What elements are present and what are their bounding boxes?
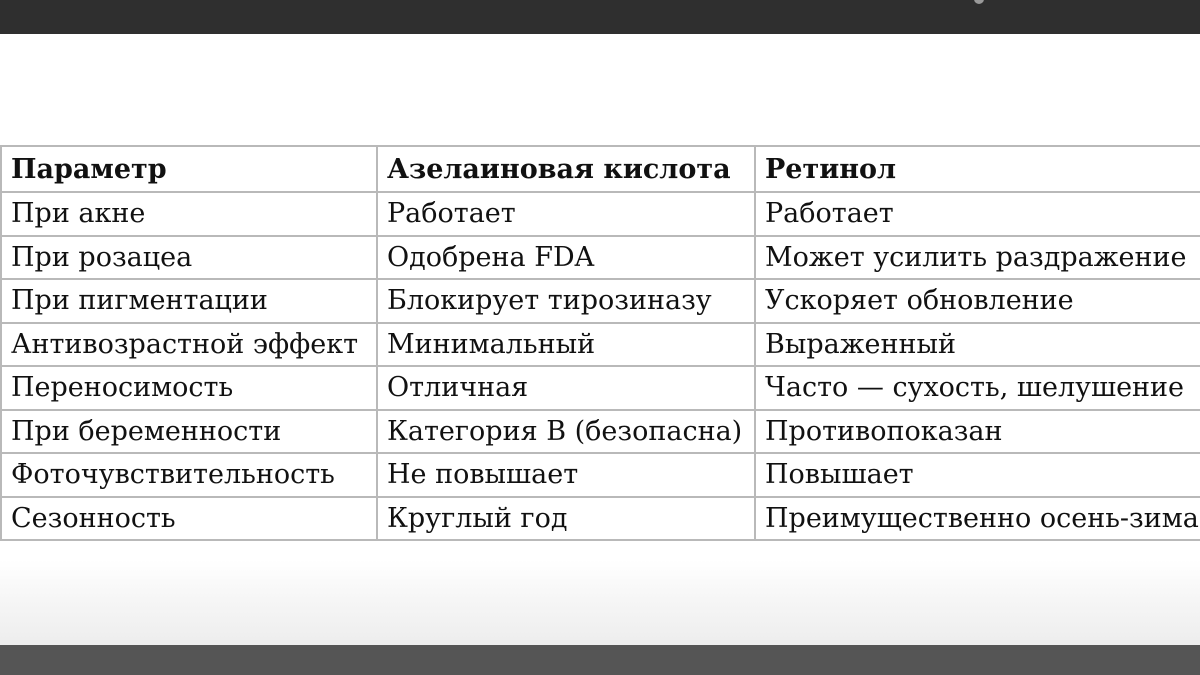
column-header-azelaic-acid: Азелаиновая кислота: [377, 146, 755, 192]
table-cell-retinol: Работает: [755, 192, 1200, 236]
table-cell-azelaic-acid: Одобрена FDA: [377, 236, 755, 280]
table-cell-azelaic-acid: Отличная: [377, 366, 755, 410]
table-row: [1, 497, 1200, 541]
table-row: [1, 323, 1200, 367]
table-cell-retinol: Выраженный: [755, 323, 1200, 367]
table-cell-parameter: При розацеа: [1, 236, 377, 280]
table-row: [1, 453, 1200, 497]
table-row: [1, 236, 1200, 280]
table-row: [1, 192, 1200, 236]
table-cell-parameter: Переносимость: [1, 366, 377, 410]
table-row: [1, 366, 1200, 410]
column-header-parameter: Параметр: [1, 146, 377, 192]
table-cell-parameter: При пигментации: [1, 279, 377, 323]
table-cell-parameter: При акне: [1, 192, 377, 236]
table-row: [1, 279, 1200, 323]
table-header-row: [1, 146, 1200, 192]
table-cell-retinol: Противопоказан: [755, 410, 1200, 454]
comparison-table: [0, 145, 1200, 541]
table-cell-parameter: При беременности: [1, 410, 377, 454]
table-cell-parameter: Антивозрастной эффект: [1, 323, 377, 367]
table-cell-azelaic-acid: Категория B (безопасна): [377, 410, 755, 454]
table-cell-retinol: Может усилить раздражение: [755, 236, 1200, 280]
table-cell-retinol: Ускоряет обновление: [755, 279, 1200, 323]
table-row: [1, 410, 1200, 454]
table-cell-azelaic-acid: Не повышает: [377, 453, 755, 497]
table-cell-azelaic-acid: Блокирует тирозиназу: [377, 279, 755, 323]
table-cell-azelaic-acid: Круглый год: [377, 497, 755, 541]
table-cell-parameter: Сезонность: [1, 497, 377, 541]
comparison-table-container: [0, 145, 1200, 541]
top-bar: [0, 0, 1200, 34]
bottom-bar: [0, 645, 1200, 675]
top-bar-mark: [974, 0, 984, 4]
table-cell-azelaic-acid: Минимальный: [377, 323, 755, 367]
table-cell-retinol: Повышает: [755, 453, 1200, 497]
table-cell-retinol: Преимущественно осень-зима: [755, 497, 1200, 541]
column-header-retinol: Ретинол: [755, 146, 1200, 192]
table-cell-retinol: Часто — сухость, шелушение: [755, 366, 1200, 410]
table-cell-azelaic-acid: Работает: [377, 192, 755, 236]
table-cell-parameter: Фоточувствительность: [1, 453, 377, 497]
